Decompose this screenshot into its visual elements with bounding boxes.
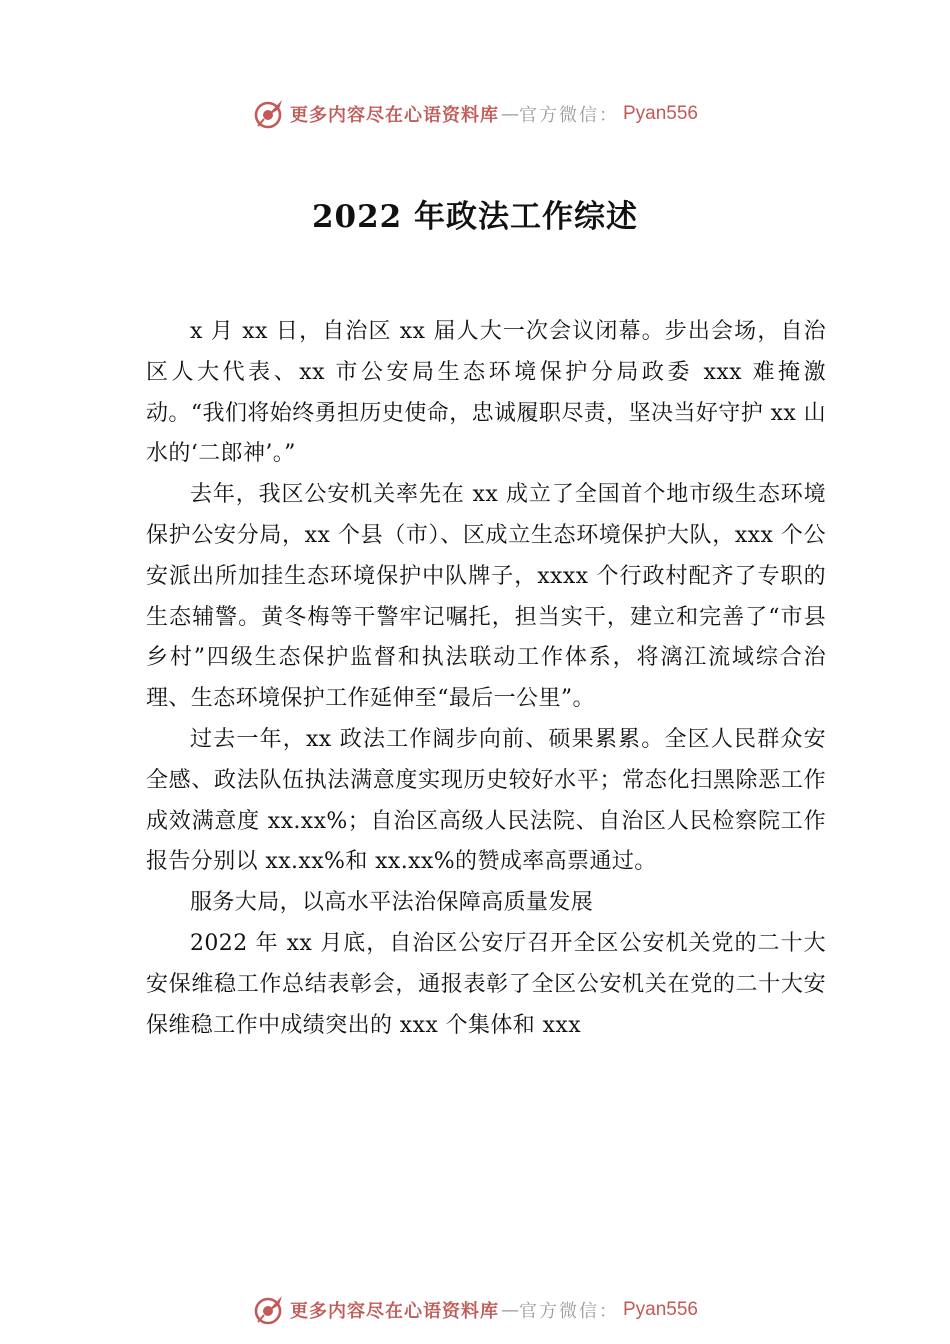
paragraph-1: x 月 xx 日，自治区 xx 届人大一次会议闭幕。步出会场，自治区人大代表、xx 市公安局生态环境保护分局政委 xxx 难掩激动。“我们将始终勇担历史使命，忠诚履职尽责，坚决当好守护 xx 山水的‘二郎神’。” [146,319,826,467]
section-heading: 服务大局，以高水平法治保障高质量发展 [190,890,594,916]
paragraph-2: 去年，我区公安机关率先在 xx 成立了全国首个地市级生态环境保护公安分局，xx 个县（市）、区成立生态环境保护大队，xxx 个公安派出所加挂生态环境保护中队牌子，xxxx 个行政村配齐了专职的生态辅警。黄冬梅等干警牢记嘱托，担当实干，建立和完善了“市县乡村”四级生态保护监督和执法联动工作体系，将漓江流域综合治理、生态环境保护工作延伸至“最后一公里”。 [146,482,826,712]
paragraph-4: 2022 年 xx 月底，自治区公安厅召开全区公安机关党的二十大安保维稳工作总结表彰会，通报表彰了全区公安机关在党的二十大安保维稳工作中成绩突出的 xxx 个集体和 xxx [146,930,826,1038]
watermark-brand: 更多内容尽在心语资料库 [289,1301,499,1322]
header-watermark [0,94,950,134]
watermark-separator: — [500,1299,519,1321]
paragraph-3: 过去一年，xx 政法工作阔步向前、硕果累累。全区人民群众安全感、政法队伍执法满意度实现历史较好水平；常态化扫黑除恶工作成效满意度 xx.xx%；自治区高级人民法院、自治区人民检察院工作报告分别以 xx.xx%和 xx.xx%的赞成率高票通过。 [146,726,826,875]
document-title: 2022 年政法工作综述 [311,199,639,235]
watermark-brand: 更多内容尽在心语资料库 [289,105,499,126]
watermark-wechat-id: Pyan556 [622,1299,698,1320]
watermark-separator: — [500,103,519,125]
quill-seal-icon [252,1293,286,1327]
watermark-wechat-label: 官方微信： [518,105,619,126]
quill-seal-icon [252,97,286,131]
footer-watermark [0,1290,950,1330]
document-body [146,312,826,1046]
watermark-wechat-id: Pyan556 [622,103,698,124]
watermark-wechat-label: 官方微信： [518,1301,619,1322]
